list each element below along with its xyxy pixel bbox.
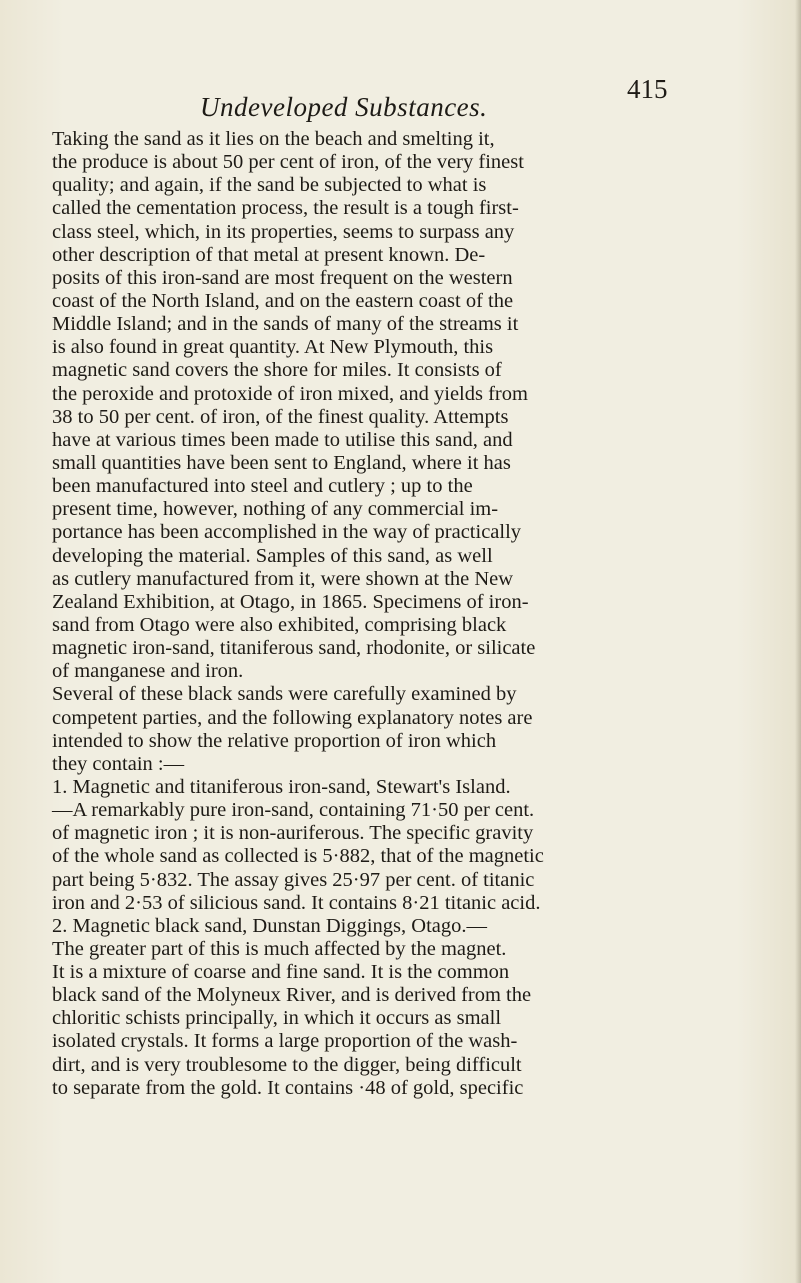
text-line: Middle Island; and in the sands of many of the streams it: [52, 313, 519, 336]
body-text: [52, 128, 792, 1100]
text-line: The greater part of this is much affected by the magnet.: [52, 937, 507, 960]
text-line: of the whole sand as collected is 5·882, that of the magnetic: [52, 845, 544, 868]
text-line: competent parties, and the following explanatory notes are: [52, 706, 533, 729]
text-line: to separate from the gold. It contains ·48 of gold, specific: [52, 1076, 524, 1099]
text-line: magnetic sand covers the shore for miles. It consists of: [52, 359, 502, 382]
text-line: class steel, which, in its properties, seems to surpass any: [52, 220, 515, 243]
text-line: is also found in great quantity. At New Plymouth, this: [52, 336, 494, 359]
text-line: small quantities have been sent to England, where it has: [52, 451, 511, 474]
text-line: coast of the North Island, and on the eastern coast of the: [52, 289, 514, 312]
text-line: quality; and again, if the sand be subjected to what is: [52, 174, 487, 197]
text-line: Zealand Exhibition, at Otago, in 1865. Specimens of iron-: [52, 590, 529, 613]
page-edge-shadow: [795, 0, 801, 1283]
text-line: portance has been accomplished in the way of practically: [52, 521, 522, 544]
text-line: isolated crystals. It forms a large proportion of the wash-: [52, 1030, 518, 1053]
text-line: other description of that metal at present known. De-: [52, 243, 486, 266]
text-line: Taking the sand as it lies on the beach and smelting it,: [52, 128, 495, 150]
text-line: posits of this iron-sand are most frequent on the western: [52, 266, 513, 289]
text-line: Several of these black sands were carefully examined by: [52, 683, 517, 706]
running-title: Undeveloped Substances.: [200, 92, 488, 122]
text-line: 1. Magnetic and titaniferous iron-sand, Stewart's Island.: [52, 775, 511, 798]
page-number: 415: [627, 74, 668, 104]
text-line: of manganese and iron.: [52, 660, 244, 683]
text-line: developing the material. Samples of this sand, as well: [52, 544, 493, 567]
text-line: called the cementation process, the result is a tough first-: [52, 197, 519, 220]
text-line: the peroxide and protoxide of iron mixed, and yields from: [52, 382, 528, 405]
text-line: —A remarkably pure iron-sand, containing 71·50 per cent.: [52, 799, 535, 822]
text-line: been manufactured into steel and cutlery ; up to the: [52, 475, 473, 498]
text-line: intended to show the relative proportion of iron which: [52, 729, 497, 752]
text-line: iron and 2·53 of silicious sand. It contains 8·21 titanic acid.: [52, 891, 541, 914]
text-line: have at various times been made to utilise this sand, and: [52, 428, 513, 451]
text-line: part being 5·832. The assay gives 25·97 per cent. of titanic: [52, 868, 535, 891]
page-header: [0, 74, 801, 132]
text-line: dirt, and is very troublesome to the digger, being difficult: [52, 1053, 522, 1076]
text-line: black sand of the Molyneux River, and is derived from the: [52, 984, 532, 1007]
text-line: magnetic iron-sand, titaniferous sand, rhodonite, or silicate: [52, 637, 536, 660]
text-line: as cutlery manufactured from it, were shown at the New: [52, 567, 514, 590]
text-line: they contain :—: [52, 752, 185, 775]
text-line: 2. Magnetic black sand, Dunstan Diggings, Otago.—: [52, 914, 487, 937]
text-line: It is a mixture of coarse and fine sand. It is the common: [52, 961, 510, 984]
text-line: of magnetic iron ; it is non-auriferous. The specific gravity: [52, 822, 534, 845]
text-line: chloritic schists principally, in which it occurs as small: [52, 1007, 502, 1030]
text-line: sand from Otago were also exhibited, comprising black: [52, 613, 507, 636]
text-line: the produce is about 50 per cent of iron, of the very finest: [52, 151, 524, 174]
text-line: 38 to 50 per cent. of iron, of the finest quality. Attempts: [52, 405, 509, 428]
text-line: present time, however, nothing of any commercial im-: [52, 498, 499, 521]
